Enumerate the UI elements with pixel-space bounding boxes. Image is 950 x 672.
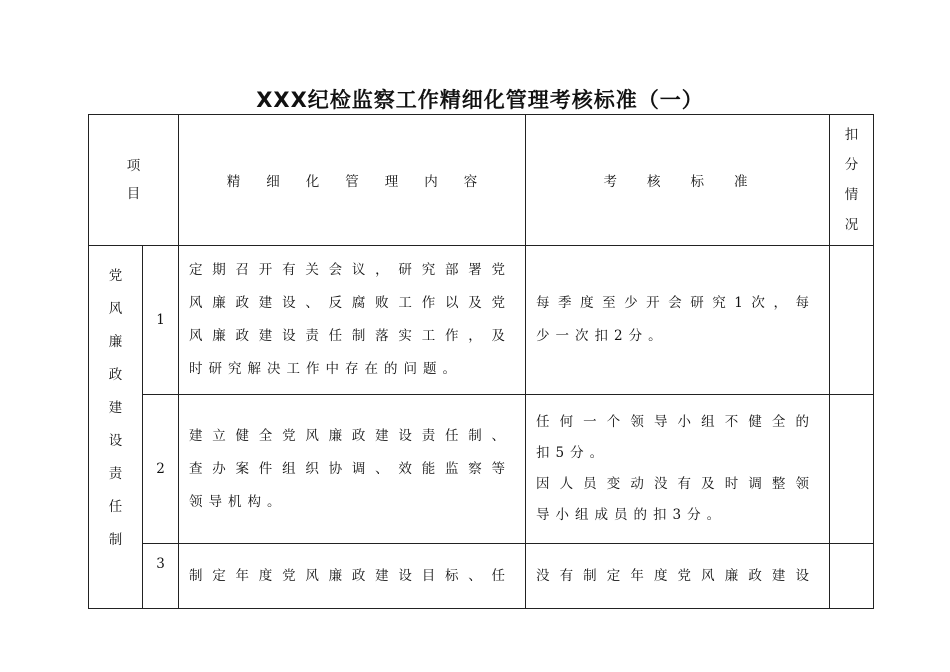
category-char: 设 [108,433,123,449]
content-line: 制定年度党风廉政建设目标、任 [189,567,511,584]
header-deduct-char: 扣 [844,127,859,143]
category-char: 责 [108,466,123,482]
standard-line: 因人员变动没有及时调整领 [536,476,815,492]
category-char: 政 [108,367,123,383]
header-row [89,115,874,246]
standard-cell [526,246,830,395]
header-deduct [830,115,874,246]
content-line: 领导机构。 [189,493,287,510]
content-line: 查办案件组织协调、效能监察等 [189,460,511,477]
table-row [89,395,874,544]
standard-line: 任何一个领导小组不健全的 [536,414,815,430]
deduct-cell[interactable] [830,395,874,544]
standard-line: 没有制定年度党风廉政建设 [536,567,815,584]
standard-line: 少一次扣2分。 [536,328,668,344]
category-char: 风 [108,301,123,317]
assessment-table [88,114,874,609]
header-item [89,115,179,246]
header-content: 精细化管理内容 [179,115,526,246]
row-number: 2 [143,395,179,544]
content-line: 风廉政建设、反腐败工作以及党 [189,295,511,311]
category-char: 党 [108,268,123,284]
standard-cell [526,544,830,609]
category-char: 任 [108,499,123,515]
standard-line: 每季度至少开会研究1次，每 [536,295,815,311]
category-char: 制 [108,532,123,548]
content-cell [179,246,526,395]
category-char: 建 [108,400,123,416]
header-deduct-char: 分 [844,157,859,173]
content-line: 风廉政建设责任制落实工作，及 [189,328,511,344]
header-deduct-char: 情 [844,187,859,203]
table-row [89,246,874,395]
category-cell [89,246,143,609]
header-standard: 考核标准 [526,115,830,246]
row-number: 1 [143,246,179,395]
page-title: XXX纪检监察工作精细化管理考核标准（一） [256,88,704,112]
content-line: 定期召开有关会议，研究部署党 [189,262,511,278]
content-line: 时研究解决工作中存在的问题。 [189,361,462,377]
content-cell [179,395,526,544]
content-cell [179,544,526,609]
row-number: 3 [143,544,179,609]
deduct-cell[interactable] [830,246,874,395]
standard-line: 扣5分。 [536,445,610,461]
standard-line: 导小组成员的扣3分。 [536,507,727,523]
table-row [89,544,874,609]
header-deduct-char: 况 [844,217,859,233]
header-item-char: 项 [126,158,141,174]
standard-cell [526,395,830,544]
category-char: 廉 [108,334,123,350]
content-line: 建立健全党风廉政建设责任制、 [189,427,511,444]
deduct-cell[interactable] [830,544,874,609]
header-item-char: 目 [126,186,141,202]
